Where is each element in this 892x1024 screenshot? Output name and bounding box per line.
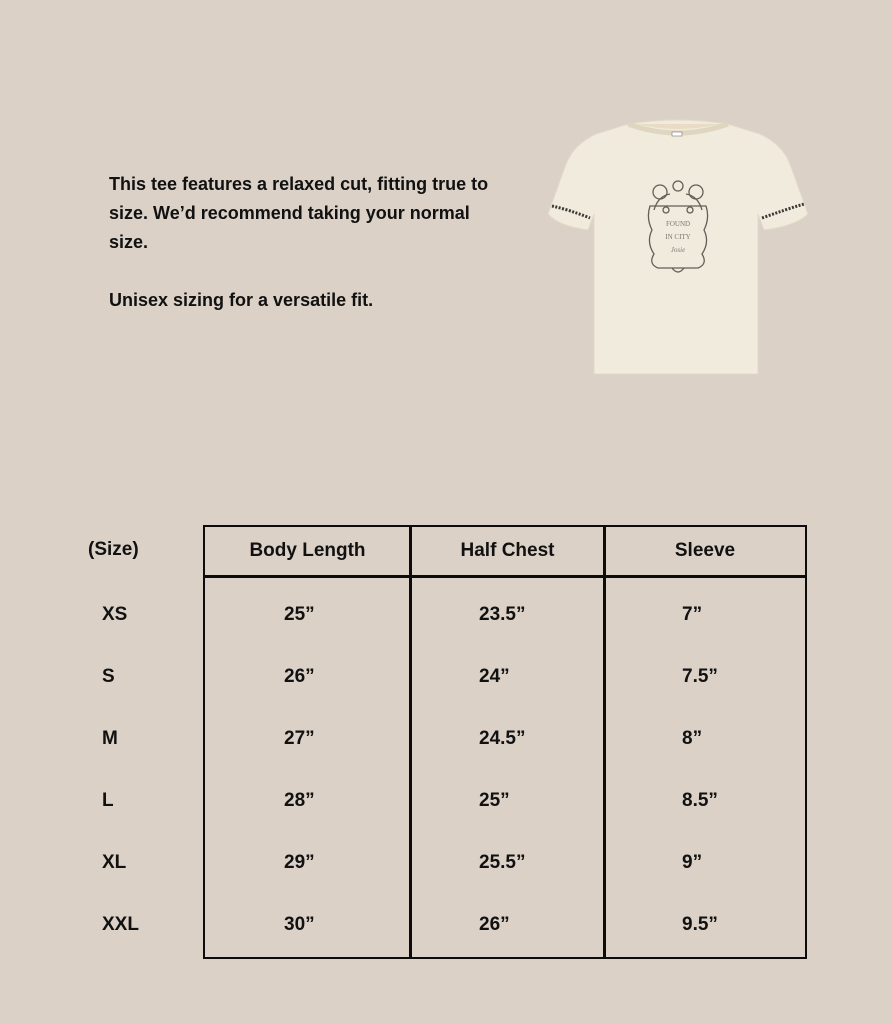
cell-body-length: 28” bbox=[284, 790, 315, 811]
cell-sleeve: 9” bbox=[682, 852, 703, 873]
column-header-sleeve: Sleeve bbox=[674, 540, 736, 561]
cell-body-length: 25” bbox=[284, 604, 315, 625]
size-label-xl: XL bbox=[102, 852, 127, 873]
product-image bbox=[546, 118, 810, 380]
size-column-header: (Size) bbox=[88, 539, 139, 560]
cell-sleeve: 8” bbox=[682, 728, 703, 749]
column-header-body-length: Body Length bbox=[249, 540, 366, 561]
unisex-note: Unisex sizing for a versatile fit. bbox=[109, 290, 374, 310]
column-divider bbox=[409, 527, 412, 957]
svg-text:FOUND: FOUND bbox=[665, 220, 691, 228]
cell-sleeve: 7.5” bbox=[682, 666, 718, 687]
cell-body-length: 30” bbox=[284, 914, 315, 935]
cell-sleeve: 7” bbox=[682, 604, 703, 625]
column-header-half-chest: Half Chest bbox=[460, 540, 555, 561]
cell-half-chest: 24.5” bbox=[479, 728, 526, 749]
svg-text:IN CITY: IN CITY bbox=[665, 233, 691, 241]
size-label-xs: XS bbox=[102, 604, 128, 625]
cell-half-chest: 25” bbox=[479, 790, 510, 811]
cell-half-chest: 25.5” bbox=[479, 852, 526, 873]
cell-half-chest: 23.5” bbox=[479, 604, 526, 625]
cell-body-length: 26” bbox=[284, 666, 315, 687]
size-label-xxl: XXL bbox=[102, 914, 139, 935]
fit-description-paragraph: This tee features a relaxed cut, fitting true to size. We’d recommend taking your normal size. bbox=[109, 174, 489, 252]
cell-half-chest: 24” bbox=[479, 666, 510, 687]
cell-half-chest: 26” bbox=[479, 914, 510, 935]
tshirt-icon bbox=[546, 118, 810, 380]
column-divider bbox=[603, 527, 606, 957]
size-label-m: M bbox=[102, 728, 118, 749]
size-label-l: L bbox=[102, 790, 114, 811]
cell-sleeve: 9.5” bbox=[682, 914, 718, 935]
cell-body-length: 29” bbox=[284, 852, 315, 873]
cell-sleeve: 8.5” bbox=[682, 790, 718, 811]
cell-body-length: 27” bbox=[284, 728, 315, 749]
svg-text:Josie: Josie bbox=[670, 246, 686, 254]
fit-description bbox=[109, 170, 509, 315]
header-divider bbox=[205, 575, 805, 578]
size-label-s: S bbox=[102, 666, 115, 687]
